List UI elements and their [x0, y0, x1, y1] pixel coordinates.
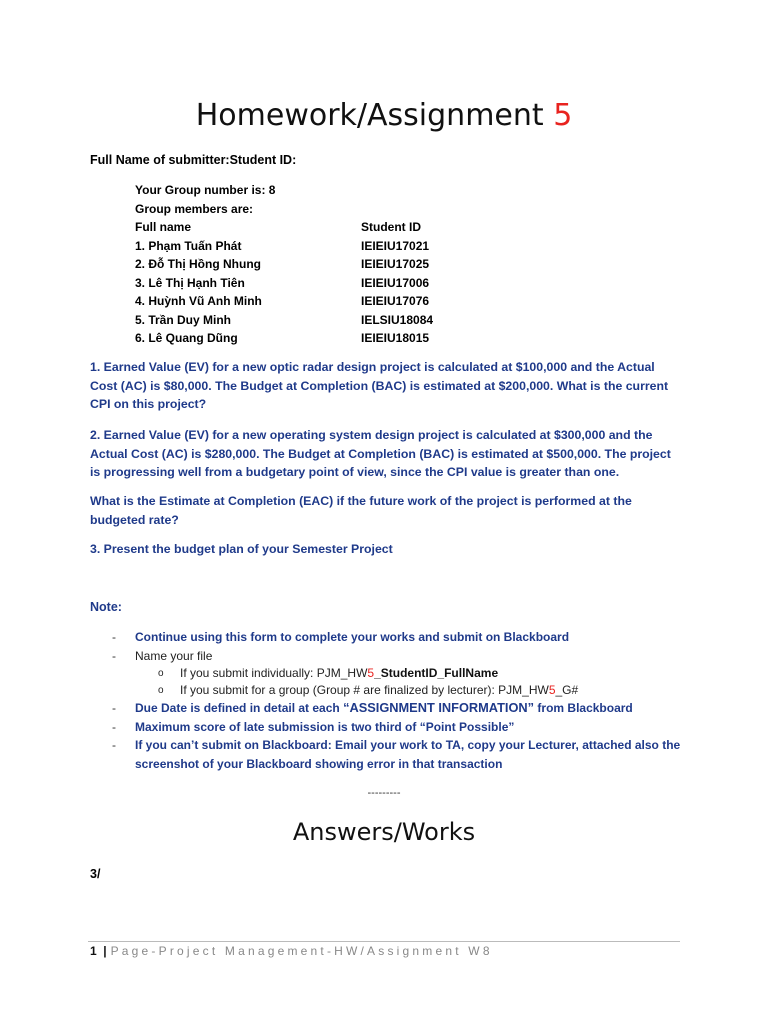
- question-1: 1. Earned Value (EV) for a new optic radar design project is calculated at $100,000 and the Actual Cost (AC) is $80,000. The Budget at Completion (BAC) is estimated at $200,000. What is the current CPI on this project?: [90, 360, 669, 411]
- dash-bullet: -: [112, 648, 116, 663]
- member-row: [135, 292, 433, 311]
- note-text: Name your file: [135, 648, 213, 663]
- footer-text: Page-Project Management-HW/Assignment W8: [110, 944, 493, 958]
- note-item: [112, 699, 692, 718]
- member-row: [135, 311, 433, 330]
- footer-page-number: 1: [90, 944, 97, 958]
- member-row: [135, 274, 433, 293]
- question-2: 2. Earned Value (EV) for a new operating system design project is calculated at $300,000 and the Actual Cost (AC) is $280,000. The Budget at Completion (BAC) is estimated at $500,000. The project is progressing well from a budgetary point of view, since the CPI value is greater than one.: [90, 428, 671, 479]
- member-name: 3. Lê Thị Hạnh Tiên: [135, 275, 245, 290]
- note-item: [112, 718, 692, 737]
- subitem-number: 5: [548, 683, 556, 697]
- subitem-suffix: _StudentID_FullName: [374, 666, 499, 680]
- member-name: 5. Trần Duy Minh: [135, 312, 232, 327]
- subitem-prefix: If you submit for a group (Group # are finalized by lecturer): PJM_HW: [180, 683, 549, 697]
- member-id: IEIEIU18015: [361, 331, 430, 345]
- title-number: 5: [553, 98, 573, 133]
- circle-bullet-icon: o: [158, 668, 164, 679]
- member-id: IEIEIU17076: [361, 294, 430, 308]
- members-header-row: [135, 218, 433, 237]
- note-item: [112, 628, 692, 647]
- note-list: [112, 628, 692, 773]
- submitter-line: Full Name of submitter:Student ID:: [90, 153, 297, 167]
- group-info: [135, 181, 433, 348]
- note-text-emphasis: “ASSIGNMENT INFORMATION”: [343, 700, 535, 715]
- dash-bullet: -: [112, 630, 116, 644]
- circle-bullet-icon: o: [158, 685, 164, 696]
- member-id: IEIEIU17006: [361, 275, 430, 290]
- member-id: IELSIU18084: [361, 312, 434, 327]
- answer-start: 3/: [90, 867, 101, 881]
- page-footer: [90, 944, 493, 958]
- note-subitem: [112, 682, 692, 699]
- footer-bar: |: [103, 944, 107, 958]
- separator: ---------: [367, 787, 401, 799]
- dash-bullet: -: [112, 738, 116, 752]
- member-row: [135, 237, 433, 256]
- group-members-label: Group members are:: [135, 201, 254, 216]
- member-id: IEIEIU17021: [361, 238, 430, 253]
- subitem-number: 5: [367, 666, 375, 680]
- note-text: If you can’t submit on Blackboard: Email your work to TA, copy your Lecturer, attached also the screenshot of your Blackboard showing error in that transaction: [135, 738, 681, 771]
- member-name: 4. Huỳnh Vũ Anh Minh: [135, 294, 262, 308]
- subitem-prefix: If you submit individually: PJM_HW: [180, 666, 368, 680]
- note-item: [112, 736, 692, 773]
- dash-bullet: -: [112, 719, 116, 734]
- question-3: 3. Present the budget plan of your Semester Project: [90, 542, 393, 556]
- col-header-name: Full name: [135, 220, 192, 234]
- question-2-followup: What is the Estimate at Completion (EAC) if the future work of the project is performed at the budgeted rate?: [90, 494, 632, 527]
- note-text-prefix: Due Date is defined in detail at each: [135, 701, 344, 715]
- member-row: [135, 255, 433, 274]
- member-row: [135, 329, 433, 348]
- member-name: 2. Đỗ Thị Hồng Nhung: [135, 257, 261, 271]
- dash-bullet: -: [112, 701, 116, 715]
- note-text-suffix: from Blackboard: [534, 701, 633, 715]
- member-id: IEIEIU17025: [361, 257, 430, 271]
- page-title: [0, 98, 768, 133]
- answers-heading: Answers/Works: [292, 818, 476, 846]
- member-name: 6. Lê Quang Dũng: [135, 331, 238, 345]
- col-header-id: Student ID: [361, 220, 421, 234]
- note-item: [112, 647, 692, 666]
- subitem-suffix: _G#: [555, 683, 579, 697]
- group-number: Your Group number is: 8: [135, 183, 276, 197]
- footer-divider: [88, 941, 680, 942]
- member-name: 1. Phạm Tuấn Phát: [135, 238, 242, 253]
- note-subitem: [112, 665, 692, 682]
- title-text: Homework/Assignment: [195, 98, 554, 133]
- note-text: Continue using this form to complete your works and submit on Blackboard: [135, 630, 570, 644]
- note-heading: Note:: [90, 600, 122, 614]
- note-text: Maximum score of late submission is two third of “Point Possible”: [135, 719, 515, 734]
